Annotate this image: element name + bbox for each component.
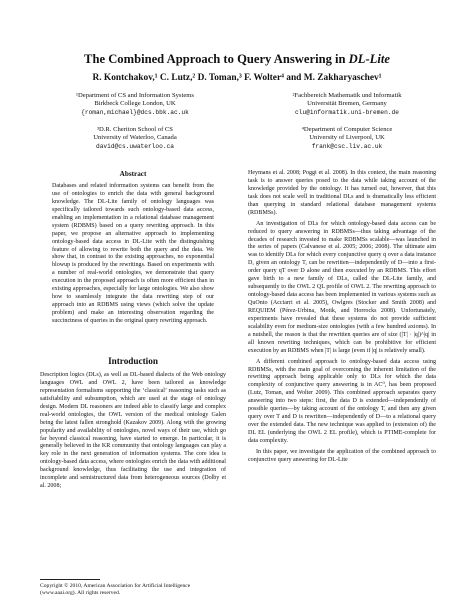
affiliation-3 bbox=[40, 126, 230, 151]
introduction-heading: Introduction bbox=[108, 356, 158, 366]
affiliation-2 bbox=[252, 92, 442, 117]
affiliation-email: clu@informatik.uni-bremen.de bbox=[295, 108, 399, 116]
title-italic: DL-Lite bbox=[348, 52, 390, 66]
affiliation-1 bbox=[40, 92, 230, 117]
abstract-text: Databases and related information systems can benefit from the use of ontologies to enrich the data with general background knowledge. The DL-Lite family of ontology languages was specifically tailored towards such ontology-based data access, enabling an implementation in a relational database management system (RDBMS) based on a query rewriting approach. In this paper, we propose an alternative approach to implementing ontology-based data access in DL-Lite with the distinguishing feature of allowing to rewrite both the query and the data. We show that, in contrast to the existing approaches, no exponential blowup is produced by the rewritings. Based on experiments with a number of real-world ontologies, we demonstrate that query execution in the proposed approach is often more efficient than in existing approaches, especially for large ontologies. We also show how to seamlessly integrate the data rewriting step of our approach into an RDBMS using views (which solve the update problem) and make an interesting observation regarding the succinctness of queries in the original query rewriting approach. bbox=[52, 183, 214, 324]
affiliation-line: Birkbeck College London, UK bbox=[94, 100, 176, 108]
abstract-heading: Abstract bbox=[119, 170, 147, 178]
paper-title bbox=[0, 52, 474, 67]
affiliation-email: {roman,michael}@dcs.bbk.ac.uk bbox=[81, 108, 189, 116]
footnote-rule bbox=[40, 579, 100, 580]
affiliation-line: ¹Department of CS and Information Systems bbox=[76, 92, 194, 99]
copyright-footnote: Copyright © 2010, American Association for Artificial Intelligence (www.aaai.org). All rights reserved. bbox=[40, 583, 191, 596]
title-main: The Combined Approach to Query Answering in bbox=[84, 52, 349, 66]
body-paragraph: Heymans et al. 2008; Poggi et al. 2008). In this context, the main reasoning task is to answer queries posed to the data while taking account of the knowledge provided by the ontology. It has turned out, however, that this task does not scale well in traditional DLs and is dramatically less efficient than querying in standard relational database management systems (RDBMSs). bbox=[248, 170, 436, 216]
body-paragraph: A different combined approach to ontology-based data access using RDBMSs, with the main goal of overcoming the inherent limitation of the rewriting approach being applicable only to DLs for which the data complexity of conjunctive query answering is in AC⁰, has been proposed (Lutz, Toman, and Wolter 2009). This combined approach separates query answering into two steps: first, the data D is extended—independently of possible queries—by taking account of the ontology T, and then any given query over T and D is rewritten—independently of D—to a relational query over the extended data. The new technique was applied to (extension of) the DL EL (underlying the OWL 2 EL profile), which is PTIME-complete for data complexity. bbox=[248, 358, 436, 444]
affiliation-email: david@cs.uwaterloo.ca bbox=[96, 142, 174, 150]
affiliation-email: frank@csc.liv.ac.uk bbox=[311, 142, 383, 150]
body-paragraph: In this paper, we investigate the application of the combined approach to conjunctive query answering for DL-Lite bbox=[248, 448, 436, 463]
body-paragraph: An investigation of DLs for which ontology-based data access can be reduced to query answering in RDBMSs—thus taking advantage of the decades of research invested to make RDBMSs scalable—was launched in the series of papers (Calvanese et al. 2005; 2006; 2008). The ultimate aim was to identify DLs for which every conjunctive query q over a data instance D, given an ontology T, can be rewritten—independently of D—into a first-order query qT over D alone and then executed by an RDBMS. This effort gave birth to a new family of DLs, called the DL-Lite family, and subsequently to the OWL 2 QL profile of OWL 2. The rewriting approach to ontology-based data access has been implemented in various systems such as QuOnto (Acciarri et al. 2005), Owlgres (Stocker and Smith 2008) and REQUIEM (Pérez-Urbina, Motik, and Horrocks 2008). Unfortunately, experiments have revealed that these systems do not provide sufficient scalability even for medium-size ontologies (with a few hundred axioms). In a nutshell, the reason is that the rewritten queries are of size (|T| · |q|)^|q| in all known rewriting techniques, which can be prohibitive for efficient execution by an RDBMS when |T| is large (even if |q| is relatively small). bbox=[248, 220, 436, 354]
right-column bbox=[248, 170, 436, 465]
affiliation-line: ⁴Department of Computer Science bbox=[301, 126, 393, 133]
affiliation-line: ²Fachbereich Mathematik und Informatik bbox=[292, 92, 402, 99]
author-list: R. Kontchakov,¹ C. Lutz,² D. Toman,³ F. Wolter⁴ and M. Zakharyaschev¹ bbox=[92, 73, 382, 83]
affiliation-line: ³D.R. Cheriton School of CS bbox=[97, 126, 173, 133]
affiliation-line: Universität Bremen, Germany bbox=[307, 100, 387, 108]
affiliation-line: University of Waterloo, Canada bbox=[93, 134, 177, 142]
introduction-paragraph: Description logics (DLs), as well as DL-based dialects of the Web ontology languages OWL and OWL 2, have been tailored as knowledge representation formalisms supporting the ‘classical’ reasoning tasks such as satisfiability and subsumption, which are used at the stage of ontology design. Modern DL reasoners are indeed able to classify large and complex real-world ontologies, the OWL version of the medical ontology Galen being the latest fallen stronghold (Kazakov 2009). Along with the growing popularity and availability of ontologies, novel ways of their use, which go far beyond classical reasoning, have started to emerge. In particular, it is generally believed in the KR community that ontology languages can play a key role in the next generation of information systems. The core idea is ontology-based data access, where ontologies enrich the data with additional background knowledge, thus facilitating the use and integration of incomplete and semistructured data from heterogeneous sources (Dolby et al. 2008; bbox=[40, 372, 226, 490]
affiliation-4 bbox=[252, 126, 442, 151]
affiliation-line: University of Liverpool, UK bbox=[309, 134, 385, 142]
